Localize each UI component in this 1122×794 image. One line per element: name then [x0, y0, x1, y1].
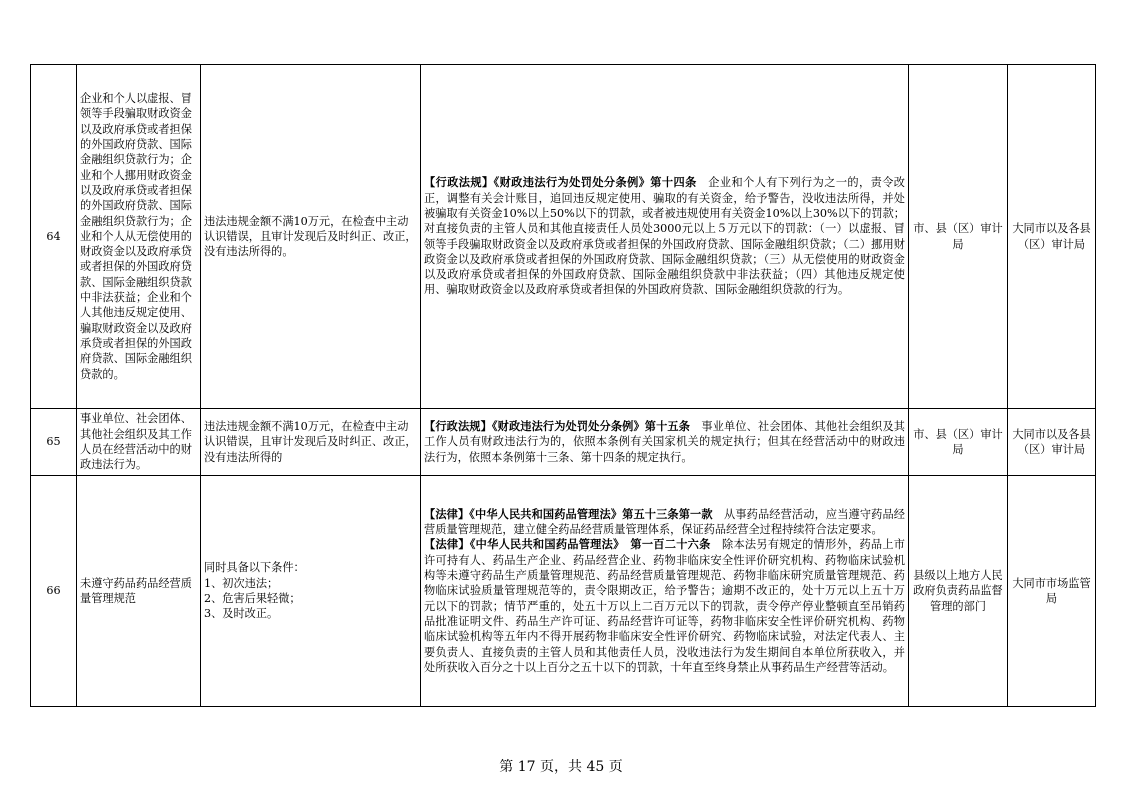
violation-behavior: 企业和个人以虚报、冒领等手段骗取财政资金以及政府承贷或者担保的外国政府贷款、国际金融组织贷款行为；企业和个人挪用财政资金以及政府承贷或者担保的外国政府贷款、国际金融组织贷款行为；企业和个人从无偿使用的财政资金以及政府承贷或者担保的外国政府贷款、国际金融组织贷款中非法获益；企业和个人其他违反规定使用、骗取财政资金以及政府承贷或者担保的外国政府贷款、国际金融组织贷款的。 [77, 65, 201, 409]
violation-behavior: 事业单位、社会团体、其他社会组织及其工作人员在经营活动中的财政违法行为。 [77, 409, 201, 476]
legal-basis [421, 476, 909, 707]
clause-text: 除本法另有规定的情形外，药品上市许可持有人、药品生产企业、药品经营企业、药物非临床安全性评价研究机构、药物临床试验机构等未遵守药品生产质量管理规范、药品经营质量管理规范、药物非临床研究质量管理规范、药物临床试验质量管理规范等的，责令限期改正，给予警告；逾期不改正的，处十万元以上五十万元以下的罚款；情节严重的，处五十万以上二百万元以下的罚款，责令停产停业整顿直至吊销药品批准证明文件、药品生产许可证、药品经营许可证等，药物非临床安全性评价研究机构、药物临床试验机构等五年内不得开展药物非临床安全性评价研究、药物临床试验，对法定代表人、主要负责人、直接负责的主管人员和其他责任人员，没收违法行为发生期间自本单位所获收入，并处所获收入百分之十以上百分之五十以下的罚款，十年直至终身禁止从事药品生产经营等活动。 [424, 538, 905, 674]
legal-basis [421, 409, 909, 476]
table-row [31, 409, 1096, 476]
legal-clause [424, 537, 905, 675]
executing-agency: 大同市以及各县（区）审计局 [1008, 409, 1096, 476]
executing-agency: 大同市市场监管局 [1008, 476, 1096, 707]
legal-basis [421, 65, 909, 409]
clause-heading: 【法律】《中华人民共和国药品管理法》第五十三条第一款 [424, 506, 713, 521]
table-row [31, 476, 1096, 707]
enforcement-authority: 市、县（区）审计局 [909, 409, 1008, 476]
row-number: 66 [31, 476, 77, 707]
clause-text: 从事药品经营活动，应当遵守药品经营质量管理规范，建立健全药品经营质量管理体系，保证药品经营全过程持续符合法定要求。 [424, 507, 905, 537]
row-number: 64 [31, 65, 77, 409]
exemption-condition: 违法违规金额不满10万元，在检查中主动认识错误，且审计发现后及时纠正、改正，没有违法所得的。 [201, 65, 421, 409]
legal-clause [424, 419, 905, 465]
table-row [31, 65, 1096, 409]
clause-heading: 【法律】《中华人民共和国药品管理法》 第一百二十六条 [424, 537, 711, 552]
row-number: 65 [31, 409, 77, 476]
condition-line: 2、危害后果轻微； [204, 592, 301, 605]
clause-text: 企业和个人有下列行为之一的，责令改正，调整有关会计账目，追回违反规定使用、骗取的有关资金，给予警告，没收违法所得，并处被骗取有关资金10%以上50%以下的罚款，或者被违规使用有关资金10%以上30%以下的罚款；对直接负责的主管人员和其他直接责任人员处3000元以上５万元以下的罚款：（一）以虚报、冒领等手段骗取财政资金以及政府承贷或者担保的外国政府贷款、国际金融组织贷款；（二）挪用财政资金以及政府承贷或者担保的外国政府贷款、国际金融组织贷款；（三）从无偿使用的财政资金以及政府承贷或者担保的外国政府贷款、国际金融组织贷款中非法获益；（四）其他违反规定使用、骗取财政资金以及政府承贷或者担保的外国政府贷款、国际金融组织贷款的行为。 [424, 176, 905, 297]
condition-line: 同时具备以下条件： [204, 561, 305, 575]
clause-text: 事业单位、社会团体、其他社会组织及其工作人员有财政违法行为的，依照本条例有关国家机关的规定执行；但其在经营活动中的财政违法行为，依照本条例第十三条、第十四条的规定执行。 [424, 420, 905, 464]
enforcement-authority: 市、县（区）审计局 [909, 65, 1008, 409]
clause-heading: 【行政法规】《财政违法行为处罚处分条例》第十四条 [424, 175, 697, 190]
legal-clause [424, 507, 905, 538]
exemption-condition: 违法违规金额不满10万元，在检查中主动认识错误，且审计发现后及时纠正、改正，没有违法所得的 [201, 409, 421, 476]
page-footer: 第 17 页，共 45 页 [499, 759, 623, 775]
enforcement-authority: 县级以上地方人民政府负责药品监督管理的部门 [909, 476, 1008, 707]
clause-heading: 【行政法规】《财政违法行为处罚处分条例》第十五条 [424, 419, 691, 434]
measures-table [30, 64, 1096, 707]
violation-behavior: 未遵守药品药品经营质量管理规范 [77, 476, 201, 707]
condition-line: 1、初次违法； [204, 576, 279, 590]
condition-line: 3、及时改正。 [204, 607, 279, 621]
executing-agency: 大同市以及各县（区）审计局 [1008, 65, 1096, 409]
legal-clause [424, 175, 905, 297]
exemption-condition [201, 476, 421, 707]
